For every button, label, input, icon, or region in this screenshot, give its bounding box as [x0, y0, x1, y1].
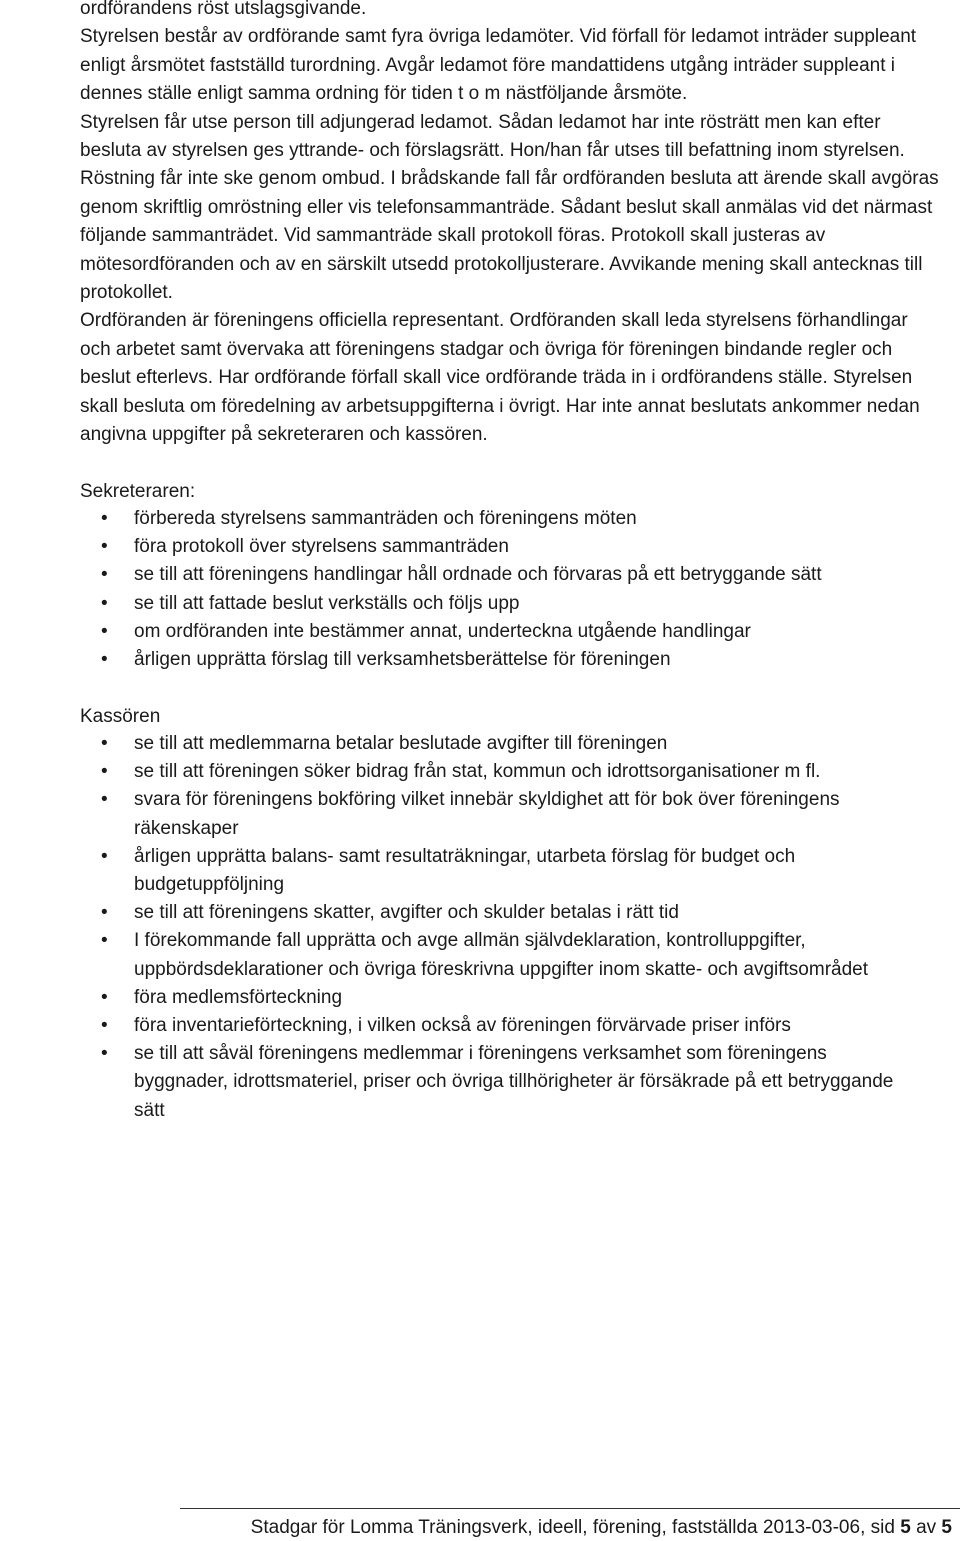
page-footer: [251, 1515, 952, 1541]
kassoren-list: [0, 730, 960, 1125]
paragraph: Styrelsen består av ordförande samt fyra övriga ledamöter. Vid förfall för ledamot inträder suppleant enligt årsmötet fastställd turordning. Avgår ledamot före mandattidens utgång inträder suppleant i dennes ställe enligt samma ordning för tiden t o m nästföljande årsmöte.: [80, 26, 917, 105]
bullet-icon: •: [101, 649, 108, 671]
list-item: • föra protokoll över styrelsens sammanträden: [0, 533, 960, 561]
bullet-icon: •: [101, 986, 108, 1008]
list-item: • se till att föreningens skatter, avgifter och skulder betalas i rätt tid: [0, 899, 960, 927]
list-item: • förbereda styrelsens sammanträden och föreningens möten: [0, 505, 960, 533]
list-item: • se till att fattade beslut verkställs och följs upp: [0, 590, 960, 618]
list-item: • föra medlemsförteckning: [0, 984, 960, 1012]
bullet-icon: •: [101, 902, 108, 924]
bullet-icon: •: [101, 930, 108, 952]
bullet-icon: •: [101, 845, 108, 867]
list-item: • se till att föreningens handlingar håll ordnade och förvaras på ett betryggande sätt: [0, 561, 960, 589]
list-item: • se till att föreningen söker bidrag från stat, kommun och idrottsorganisationer m fl.: [0, 758, 960, 786]
bullet-icon: •: [101, 592, 108, 614]
page-number: 5: [900, 1517, 911, 1538]
list-item: • se till att medlemmarna betalar beslutade avgifter till föreningen: [0, 730, 960, 758]
paragraph: Ordföranden är föreningens officiella representant. Ordföranden skall leda styrelsens förhandlingar och arbetet samt övervaka att föreningens stadgar och övriga för föreningen bindande regler och beslut efterlevs. Har ordförande förfall skall vice ordförande träda in i ordförandens ställe. Styrelsen skall besluta om föredelning av arbetsuppgifterna i övrigt. Har inte annat beslutats ankommer nedan angivna uppgifter på sekreteraren och kassören.: [80, 310, 920, 446]
kassoren-heading: Kassören: [80, 706, 161, 727]
bullet-icon: •: [101, 789, 108, 811]
list-item: • årligen upprätta förslag till verksamhetsberättelse för föreningen: [0, 646, 960, 674]
bullet-icon: •: [101, 536, 108, 558]
list-item: • se till att såväl föreningens medlemmar i föreningens verksamhet som föreningens byggnader, idrottsmateriel, priser och övriga tillhörigheter är försäkrade på ett betryggande sätt: [0, 1040, 960, 1125]
footer-divider: [180, 1508, 960, 1509]
list-item: • om ordföranden inte bestämmer annat, underteckna utgående handlingar: [0, 618, 960, 646]
bullet-icon: •: [101, 564, 108, 586]
bullet-icon: •: [101, 1015, 108, 1037]
bullet-icon: •: [101, 733, 108, 754]
footer-of: av: [916, 1517, 937, 1538]
paragraph: Styrelsen får utse person till adjungerad ledamot. Sådan ledamot har inte rösträtt men kan efter besluta av styrelsen ges yttrande- och förslagsrätt. Hon/han får utses till befattning inom styrelsen. Röstning får inte ske genom ombud. I brådskande fall får ordföranden besluta att ärende skall avgöras genom skriftlig omröstning eller vis telefonsammanträde. Sådant beslut skall anmälas vid det närmast följande sammanträdet. Vid sammanträde skall protokoll föras. Protokoll skall justeras av mötesordföranden och av en särskilt utsedd protokolljusterare. Avvikande mening skall antecknas till protokollet.: [80, 111, 939, 304]
body-text: [80, 0, 942, 450]
page-total: 5: [941, 1517, 952, 1538]
list-item: • årligen upprätta balans- samt resultaträkningar, utarbeta förslag för budget och budgetuppföljning: [0, 843, 960, 899]
list-item: • föra inventarieförteckning, i vilken också av föreningen förvärvade priser införs: [0, 1012, 960, 1040]
paragraph-line: ordförandens röst utslagsgivande.: [80, 0, 367, 19]
list-item: • svara för föreningens bokföring vilket innebär skyldighet att för bok över föreningens räkenskaper: [0, 786, 960, 842]
bullet-icon: •: [101, 620, 108, 642]
bullet-icon: •: [101, 761, 108, 783]
list-item: • I förekommande fall upprätta och avge allmän självdeklaration, kontrolluppgifter, uppbördsdeklarationer och övriga föreskrivna uppgifter inom skatte- och avgiftsområdet: [0, 927, 960, 983]
sekreteraren-list: [0, 505, 960, 674]
sekreteraren-heading: Sekreteraren:: [80, 481, 196, 502]
footer-text: Stadgar för Lomma Träningsverk, ideell, förening, fastställda 2013-03-06, sid: [250, 1517, 895, 1538]
bullet-icon: •: [101, 1043, 108, 1065]
bullet-icon: •: [101, 508, 108, 529]
